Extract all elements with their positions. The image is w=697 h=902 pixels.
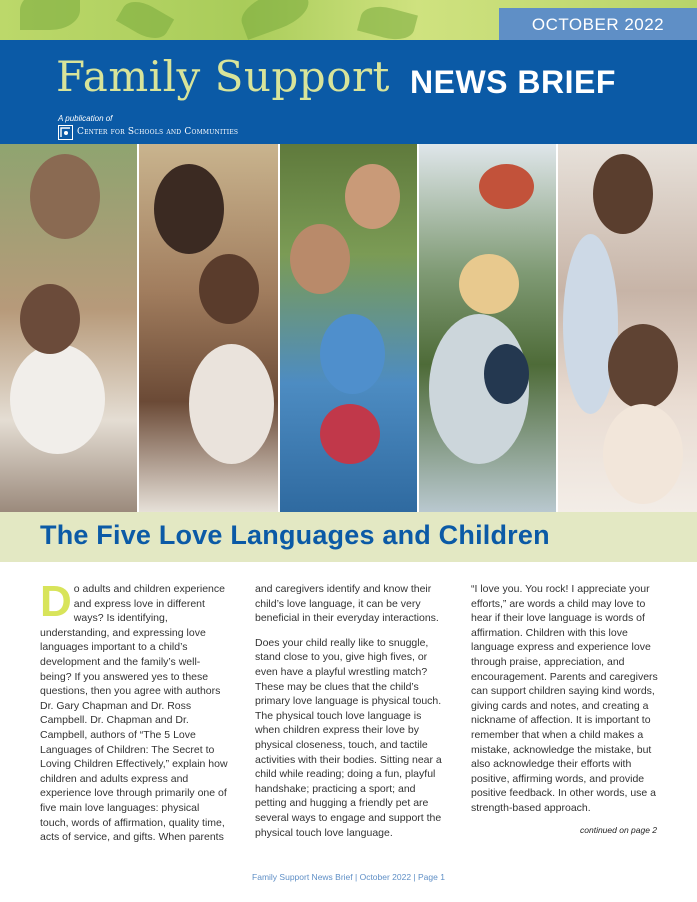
photo-parents-and-baby-bottle — [280, 144, 419, 512]
masthead-title-script: Family Support — [56, 52, 390, 101]
article-paragraph: and caregivers identify and know their child’s love language, it can be very beneficial in their everyday interactions. — [255, 583, 439, 625]
article-column-1 — [40, 577, 230, 855]
article-column-3 — [471, 582, 661, 826]
article-title: The Five Love Languages and Children — [40, 520, 550, 550]
photo-father-and-daughter — [0, 144, 139, 512]
paragraph-text: o adults and children experience and express love in different ways? Is identifying, understanding, and expressing love languages important to a child’s development and the family’s well-being? If you answered yes to these questions, then you agree with authors Dr. Gary Chapman and Dr. Ross Campbell. Dr. Chapman and Dr. Campbell, authors of “The 5 Love Languages of Children: The Secret to Loving Children Effectively,” explain how children and adults express and experience love through primarily one of five main love languages: physical touch, words of affirmation, quality time, acts of service, and gifts. When parents — [40, 583, 228, 844]
issue-date: OCTOBER 2022 — [499, 8, 697, 42]
article-paragraph — [40, 577, 230, 845]
org-logo-icon — [58, 125, 73, 140]
continued-note: continued on page 2 — [580, 825, 658, 835]
photo-mother-and-toddler — [139, 144, 280, 512]
article-paragraph: “I love you. You rock! I appreciate your efforts,” are words a child may love to hear if their love language is words of affirmation. Children with this love language express and experience love through praise, appreciation, and encouragement. Parents and caregivers can support children saying kind words, giving cards and notes, and creating a nickname of affection. It is important to remember that when a child makes a mistake, acknowledge the mistake, but also acknowledge their efforts with positive, affirming words, and provide positive feedback. In other words, use a strength-based approach. — [471, 583, 658, 814]
photo-father-and-child-tent — [419, 144, 558, 512]
drop-cap: D — [40, 577, 72, 626]
photo-strip — [0, 144, 697, 512]
photo-mother-braiding-hair — [558, 144, 697, 512]
org-branding — [58, 124, 278, 140]
page-footer: Family Support News Brief | October 2022 | Page 1 — [252, 872, 445, 882]
article-paragraph: Does your child really like to snuggle, stand close to you, give high fives, or even have a playful wrestling match? These may be clues that the child’s primary love language is physical touch. The physical touch love language is when children express their love by physical closeness, touch, and tactile activities with their bodies. Sitting near a child while reading; doing a fun, playful handshake; practicing a sport; and petting and hugging a friendly pet are several ways to engage and support the physical touch love language. — [255, 636, 442, 839]
publication-of-label: A publication of — [58, 114, 113, 123]
masthead-title-bold: NEWS BRIEF — [410, 64, 616, 100]
org-name: Center for Schools and Communities — [77, 127, 239, 137]
article-column-2 — [255, 582, 447, 850]
